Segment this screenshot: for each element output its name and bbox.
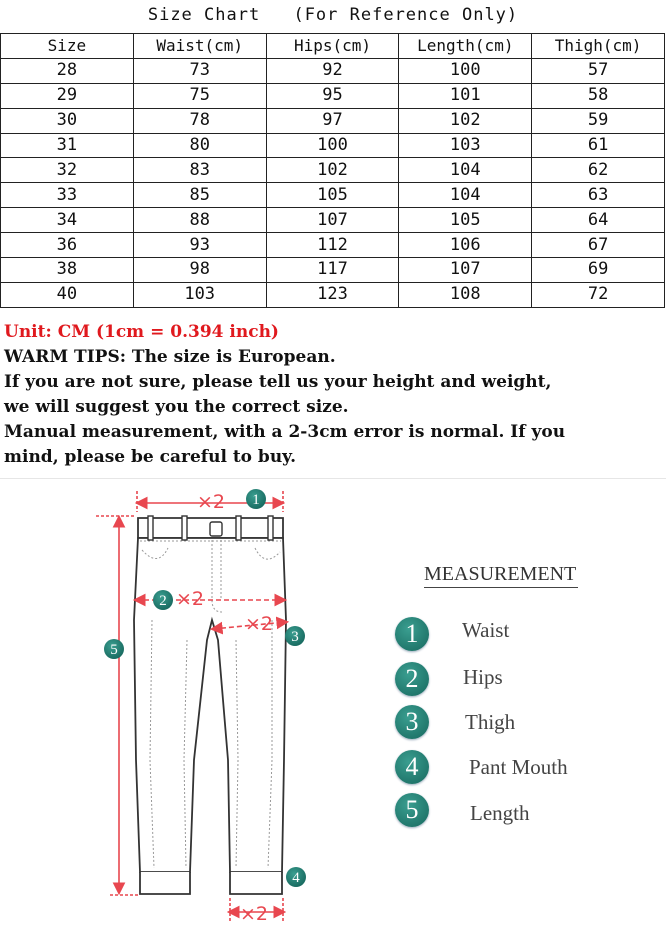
legend-title: MEASUREMENT [424,563,578,588]
table-cell: 78 [133,108,266,133]
table-cell: 72 [532,282,665,307]
legend-item-length [395,793,529,827]
table-cell: 33 [1,183,134,208]
title-subtitle: (For Reference Only) [293,5,519,25]
table-cell: 31 [1,133,134,158]
table-cell: 88 [133,208,266,233]
chart-title [0,5,666,25]
col-waist: Waist(cm) [133,34,266,59]
tip-line: mind, please be careful to buy. [4,447,297,467]
table-cell: 97 [266,108,399,133]
table-cell: 69 [532,258,665,283]
waist-multiplier: ×2 [197,491,226,513]
table-cell: 28 [1,58,134,83]
badge-4: 4 [395,750,429,784]
table-row [1,133,665,158]
table-row [1,108,665,133]
table-cell: 64 [532,208,665,233]
col-thigh: Thigh(cm) [532,34,665,59]
table-cell: 107 [399,258,532,283]
title-text: Size Chart [147,5,261,25]
table-cell: 117 [266,258,399,283]
table-cell: 80 [133,133,266,158]
table-cell: 40 [1,282,134,307]
table-cell: 38 [1,258,134,283]
badge-5: 5 [395,793,429,827]
legend-item-waist [395,617,509,651]
table-cell: 62 [532,158,665,183]
table-cell: 100 [266,133,399,158]
table-cell: 107 [266,208,399,233]
marker-3: 3 [291,629,299,645]
table-cell: 67 [532,233,665,258]
table-cell: 75 [133,83,266,108]
table-cell: 32 [1,158,134,183]
badge-3: 3 [395,705,429,739]
tip-line: Manual measurement, with a 2-3cm error is normal. If you [4,422,566,442]
table-cell: 100 [399,58,532,83]
table-cell: 57 [532,58,665,83]
table-cell: 29 [1,83,134,108]
legend-item-pant-mouth [395,750,568,784]
marker-5: 5 [110,642,118,658]
table-row [1,83,665,108]
legend-label: Hips [463,664,503,689]
notes [4,320,666,470]
table-cell: 104 [399,183,532,208]
table-body [1,58,665,307]
jeans-diagram [0,480,666,939]
table-cell: 34 [1,208,134,233]
table-cell: 98 [133,258,266,283]
hips-multiplier: ×2 [176,588,205,610]
table-cell: 102 [266,158,399,183]
table-cell: 59 [532,108,665,133]
legend-label: Length [470,800,530,825]
col-hips: Hips(cm) [266,34,399,59]
thigh-multiplier: ×2 [245,613,274,635]
table-cell: 85 [133,183,266,208]
legend-item-hips [395,662,503,696]
size-table [0,33,665,308]
col-length: Length(cm) [399,34,532,59]
legend-label: Pant Mouth [469,754,568,779]
table-cell: 105 [399,208,532,233]
table-cell: 101 [399,83,532,108]
table-cell: 103 [399,133,532,158]
table-cell: 102 [399,108,532,133]
table-cell: 36 [1,233,134,258]
table-row [1,208,665,233]
tip-line: If you are not sure, please tell us your height and weight, [4,372,552,392]
legend-label: Waist [462,617,510,642]
table-cell: 106 [399,233,532,258]
tip-line: we will suggest you the correct size. [4,397,349,417]
table-cell: 105 [266,183,399,208]
table-row [1,183,665,208]
table-cell: 104 [399,158,532,183]
jeans-outline [134,518,286,894]
warm-tips: WARM TIPS: The size is European. [4,347,336,367]
table-cell: 58 [532,83,665,108]
marker-1: 1 [252,492,260,508]
table-cell: 63 [532,183,665,208]
table-cell: 103 [133,282,266,307]
legend-item-thigh [395,705,515,739]
table-cell: 108 [399,282,532,307]
table-cell: 61 [532,133,665,158]
col-size: Size [1,34,134,59]
table-cell: 123 [266,282,399,307]
table-row [1,233,665,258]
marker-4: 4 [292,870,300,886]
marker-2: 2 [159,593,167,609]
table-cell: 92 [266,58,399,83]
legend-label: Thigh [465,709,516,734]
table-header-row [1,34,665,59]
table-cell: 95 [266,83,399,108]
badge-1: 1 [395,617,429,651]
divider [0,478,666,479]
badge-2: 2 [395,662,429,696]
table-row [1,58,665,83]
table-row [1,158,665,183]
table-cell: 93 [133,233,266,258]
table-cell: 73 [133,58,266,83]
mouth-multiplier: ×2 [240,903,269,925]
table-cell: 83 [133,158,266,183]
table-cell: 112 [266,233,399,258]
table-cell: 30 [1,108,134,133]
unit-note: Unit: CM (1cm = 0.394 inch) [4,322,279,342]
table-row [1,258,665,283]
table-row [1,282,665,307]
